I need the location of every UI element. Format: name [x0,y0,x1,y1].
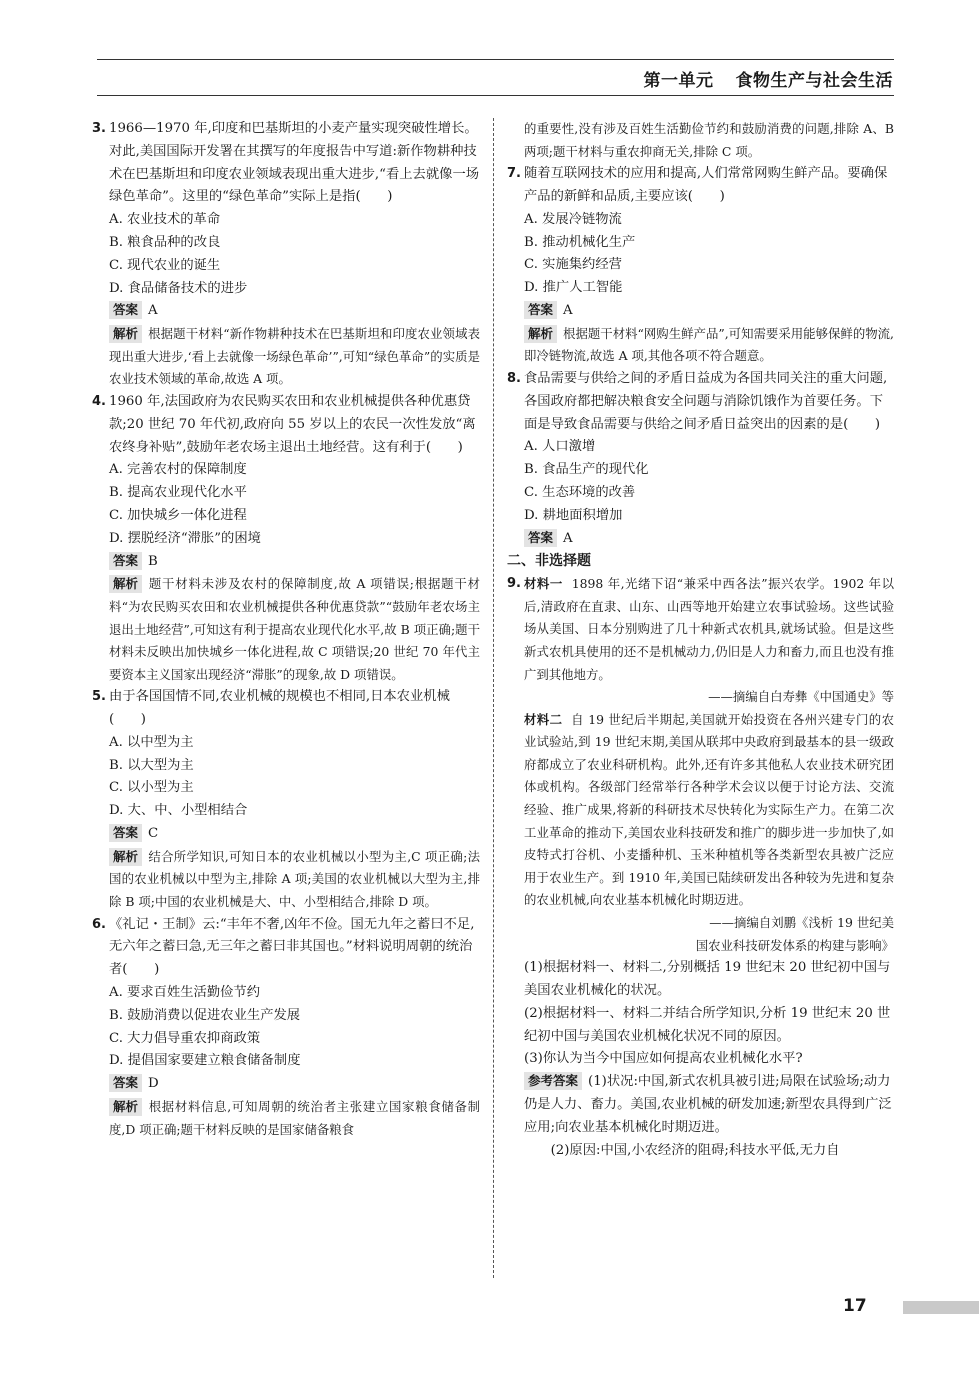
option-d: D. 提倡国家要建立粮食储备制度 [109,1053,301,1069]
question-stem: 食品需要与供给之间的矛盾日益成为各国共同关注的重大问题,各国政府都把解决粮食安全问题与消除饥饿作为首要任务。下面是导致食品需要与供给之间矛盾日益突出的因素的是( ) [524,370,888,432]
header-top-rule [97,59,894,60]
option-c: C. 加快城乡一体化进程 [109,507,247,523]
explanation-text: 题干材料未涉及农村的保障制度,故 A 项错误;根据题干材料“为农民购买农田和农业机械提供各种优惠贷款”“鼓励年老农场主退出土地经营”,可知这有利于提高农业现代化水平,故 B 项正确;题干材料未反映出加快城乡一体化进程,故 C 项错误;20 世纪 70 年代主要资本主义国家出现经济“滞胀”的现象,故 D 项错误。 [109,576,480,682]
answer-label: 答案 [524,529,557,547]
question-number: 8. [507,370,521,386]
answer-label: 答案 [109,552,142,570]
question-4 [92,391,480,459]
material-one-source: ——摘编自白寿彝《中国通史》等 [708,689,894,705]
explanation-label: 解析 [109,325,142,343]
explanation-text: 根据题干材料“新作物耕种技术在巴基斯坦和印度农业领域表现出重大进步,‘看上去就像一场绿色革命’”,可知“绿色革命”的实质是农业技术领域的革命,故选 A 项。 [109,326,480,387]
header-bottom-rule [97,95,894,96]
option-c: C. 生态环境的改善 [524,484,636,500]
question-9 [507,573,894,686]
page-number-bar [903,1301,979,1314]
question-stem: 《礼记・王制》云:“丰年不奢,凶年不俭。国无九年之蓄曰不足,无六年之蓄曰急,无三年之蓄曰非其国也。”材料说明周朝的统治者( ) [109,916,475,978]
reference-answer-2: (2)原因:中国,小农经济的阻碍;科技水平低,无力自 [550,1142,840,1158]
option-d: D. 推广人工智能 [524,280,623,296]
sub-question-1: (1)根据材料一、材料二,分别概括 19 世纪末 20 世纪初中国与美国农业机械化的状况。 [524,960,891,999]
page-header [644,66,894,91]
material-two-source-line2: 国农业科技研发体系的构建与影响》 [695,937,894,953]
explanation-label: 解析 [109,1098,142,1116]
reference-answer-1: (1)状况:中国,新式农机具被引进;局限在试验场;动力仍是人力、畜力。美国,农业机械的研发加速;新型农具得到广泛应用;向农业基本机械化时期迈进。 [524,1074,892,1135]
option-b: B. 食品生产的现代化 [524,462,649,478]
question-number: 5. [92,689,106,705]
question-stem: 1960 年,法国政府为农民购买农田和农业机械提供各种优惠贷款;20 世纪 70 年代初,政府向 55 岁以上的农民一次性发放“离农终身补贴”,鼓励年老农场主退出土地经营。这有利于( ) [109,393,476,455]
explanation [507,323,894,368]
option-a: A. 发展冷链物流 [524,211,622,227]
answer-row [92,823,480,846]
right-column [507,118,894,1162]
option-c: C. 以小型为主 [109,780,194,796]
column-divider [493,118,494,1278]
question-number: 3. [92,121,106,136]
answer-row [92,551,480,574]
material-one-label: 材料一 [524,576,563,592]
explanation-text: 结合所学知识,可知日本的农业机械以小型为主,C 项正确;法国的农业机械以中型为主,排除 A 项;美国的农业机械以大型为主,排除 B 项;中国的农业机械是大、中、小型相结合,排除 D 项。 [109,848,480,910]
unit-label: 第一单元 [643,71,714,91]
option-a: A. 农业技术的革命 [109,212,221,228]
option-d: D. 耕地面积增加 [524,507,623,523]
question-number: 7. [507,166,521,182]
explanation-text: 根据材料信息,可知周朝的统治者主张建立国家粮食储备制度,D 项正确;题干材料反映的是国家储备粮食 [109,1099,480,1137]
question-8 [507,368,894,436]
option-c: C. 实施集约经营 [524,257,622,273]
answer-row [507,300,894,323]
material-two-text: 自 19 世纪后半期起,美国就开始投资在各州兴建专门的农业试验站,到 19 世纪末期,美国从联邦中央政府到最基本的县一级政府都成立了农业科研机构。此外,还有许多其他私人农业技术研究团体或机构。各级部门经常举行各种学术会议以便于讨论方法、交流经验、推广成果,将新的科研技术尽快转化为实际生产力。在第二次工业革命的推动下,美国农业科技研发和推广的脚步进一步加快了,如皮特式打谷机、小麦播种机、玉米种植机等各类新型农具被广泛应用于农业生产。到 1910 年,美国已陆续研发出各种较为先进和复杂的农业机械,向农业基本机械化时期迈进。 [524,711,894,908]
answer-row [92,1073,480,1096]
question-number: 6. [92,916,106,932]
answer-value: C [148,826,159,842]
option-b: B. 粮食品种的改良 [109,234,221,250]
answer-label: 答案 [109,301,142,319]
material-two [507,709,894,912]
material-one [524,573,894,686]
option-d: D. 摆脱经济“滞胀”的困境 [109,530,261,546]
answer-value: D [148,1076,159,1092]
option-b: B. 鼓励消费以促进农业生产发展 [109,1007,301,1023]
reference-answer-label: 参考答案 [524,1072,582,1090]
explanation [92,323,480,391]
answer-value: A [563,302,573,318]
question-number: 4. [92,393,106,409]
answer-label: 答案 [524,301,557,319]
option-d: D. 大、中、小型相结合 [109,803,248,819]
question-stem: 随着互联网技术的应用和提高,人们常常网购生鲜产品。要确保产品的新鲜和品质,主要应该( ) [524,166,888,204]
explanation-label: 解析 [109,848,142,866]
answer-value: A [148,303,158,319]
explanation-text: 根据题干材料“网购生鲜产品”,可知需要采用能够保鲜的物流,即冷链物流,故选 A 项,其他各项不符合题意。 [524,325,894,364]
sub-question-3: (3)你认为当今中国应如何提高农业机械化水平? [524,1051,803,1067]
question-stem: 1966—1970 年,印度和巴基斯坦的小麦产量实现突破性增长。对此,美国国际开发署在其撰写的年度报告中写道:新作物耕种技术在巴基斯坦和印度农业领域表现出重大进步,“看上去就像一场绿色革命”。这里的“绿色革命”实际上是指( ) [109,121,480,205]
question-number: 9. [507,576,521,592]
option-d: D. 食品储备技术的进步 [109,280,248,296]
option-a: A. 完善农村的保障制度 [109,462,247,478]
explanation [92,1096,480,1141]
left-column [92,118,480,1141]
option-a: A. 以中型为主 [109,734,194,750]
explanation [92,573,480,686]
explanation-label: 解析 [109,575,142,593]
answer-row [92,300,480,323]
answer-value: B [148,553,158,569]
reference-answer [507,1071,894,1139]
option-b: B. 以大型为主 [109,757,194,773]
question-7 [507,163,894,209]
option-a: A. 人口激增 [524,439,596,455]
section-heading: 二、非选择题 [507,553,591,570]
answer-label: 答案 [109,824,142,842]
unit-title: 食物生产与社会生活 [735,71,893,91]
answer-row [507,528,894,551]
material-two-label: 材料二 [524,711,563,727]
answer-value: A [563,530,573,546]
option-b: B. 提高农业现代化水平 [109,485,247,501]
sub-question-2: (2)根据材料一、材料二并结合所学知识,分析 19 世纪末 20 世纪初中国与美国农业机械化状况不同的原因。 [524,1005,891,1044]
material-one-text: 1898 年,光绪下诏“兼采中西各法”振兴农学。1902 年以后,清政府在直隶、山东、山西等地开始建立农事试验场。这些试验场从美国、日本分别购进了几十种新式农机具,就场试验。但是这些新式农机具使用的还不是机械动力,仍旧是人力和畜力,而且也没有推广到其他地方。 [524,576,894,682]
question-5 [92,686,480,732]
answer-label: 答案 [109,1074,142,1092]
explanation-label: 解析 [524,325,557,343]
material-two-source-line1: ——摘编自刘鹏《浅析 19 世纪美 [709,915,894,931]
explanation [92,846,480,914]
question-6 [92,914,480,982]
option-c: C. 大力倡导重农抑商政策 [109,1030,261,1046]
question-3 [92,118,480,209]
option-b: B. 推动机械化生产 [524,234,636,250]
option-a: A. 要求百姓生活勤俭节约 [109,985,261,1001]
explanation-continued: 的重要性,没有涉及百姓生活勤俭节约和鼓励消费的问题,排除 A、B 两项;题干材料与重农抑商无关,排除 C 项。 [524,121,894,159]
page-number: 17 [843,1296,867,1316]
question-stem: 由于各国国情不同,农业机械的规模也不相同,日本农业机械( ) [109,689,450,728]
option-c: C. 现代农业的诞生 [109,257,221,273]
